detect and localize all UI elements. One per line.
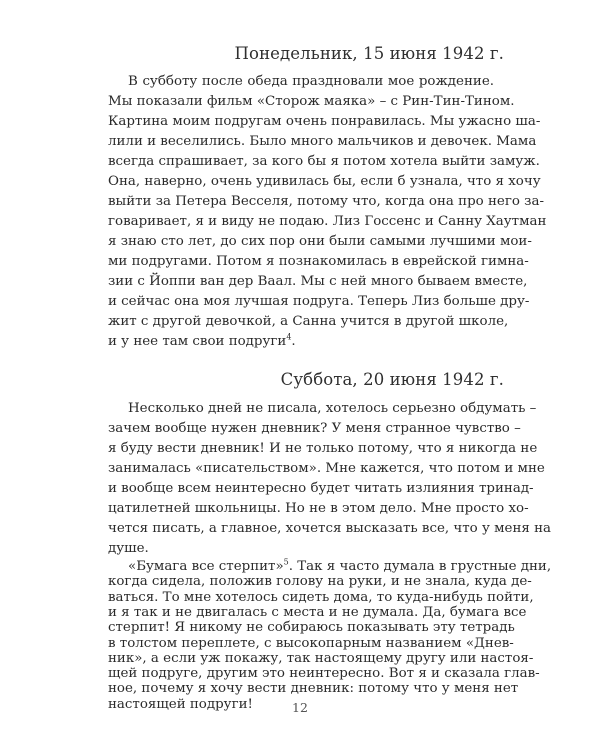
text-line: В субботу после обеда праздновали мое рождение. (128, 74, 494, 89)
text-line: я буду вести дневник! И не только потому, что я никогда не (108, 441, 538, 456)
text-line: чется писать, а главное, хочется высказать все, что у меня на (108, 521, 552, 536)
text-line: цатилетней школьницы. Но не в этом дело. Мне просто хо- (108, 501, 529, 516)
text-line: в толстом переплете, с высокопарным названием «Днев- (108, 635, 514, 651)
text-line: стерпит! Я никому не собираюсь показывать эту тетрадь (108, 620, 515, 636)
footnote-marker: 5 (283, 557, 289, 567)
text-line: и сейчас она моя лучшая подруга. Теперь Лиз больше дру- (108, 294, 530, 309)
text-line: я знаю сто лет, до сих пор они были самыми лучшими мои- (108, 234, 532, 249)
text-line: жит с другой девочкой, а Санна учится в другой школе, (108, 314, 509, 329)
period: . (291, 334, 296, 349)
text-line: лили и веселились. Было много мальчиков и девочек. Мама (108, 134, 537, 149)
sentence-rest: . Так я часто думала в грустные дни, (288, 559, 552, 574)
text-line: душе. (108, 541, 149, 556)
text-line: говаривает, я и виду не подаю. Лиз Госсенс и Санну Хаутман (108, 214, 547, 229)
quote-text: «Бумага все стерпит» (128, 559, 284, 574)
text-line: Несколько дней не писала, хотелось серьезно обдумать – (128, 401, 537, 416)
text-line: когда сидела, положив голову на руки, и не знала, куда де- (108, 574, 532, 590)
text-line: зии с Йоппи ван дер Ваал. Мы с ней много бываем вместе, (108, 274, 528, 289)
text-fragment: и у нее там свои подруги (108, 334, 287, 349)
text-line: ваться. То мне хотелось сидеть дома, то куда-нибудь пойти, (108, 589, 534, 605)
text-line-last (108, 332, 494, 352)
text-line: щей подруге, другим это неинтересно. Вот я и сказала глав- (108, 666, 540, 682)
text-line: и я так и не двигалась с места и не думала. Да, бумага все (108, 604, 527, 620)
page-number: 12 (292, 700, 308, 715)
text-line: настоящей подруги! (108, 696, 253, 712)
text-line: Картина моим подругам очень понравилась. Мы ужасно ша- (108, 114, 541, 129)
text-line: Она, наверно, очень удивилась бы, если б узнала, что я хочу (108, 174, 541, 189)
text-line: ное, почему я хочу вести дневник: потому что у меня нет (108, 681, 519, 697)
footnote-marker: 4 (286, 332, 292, 342)
entry-date-heading-1: Понедельник, 15 июня 1942 г. (234, 44, 504, 63)
text-line: ник», а если уж покажу, так настоящему другу или настоя- (108, 650, 534, 666)
text-line: зачем вообще нужен дневник? У меня странное чувство – (108, 421, 521, 436)
text-line: всегда спрашивает, за кого бы я потом хотела выйти замуж. (108, 154, 540, 169)
text-line: Мы показали фильм «Сторож маяка» – с Рин-Тин-Тином. (108, 94, 515, 109)
text-line: занималась «писательством». Мне кажется, что потом и мне (108, 461, 545, 476)
text-line: и вообще всем неинтересно будет читать излияния тринад- (108, 481, 534, 496)
text-line-first (128, 557, 552, 574)
entry-date-heading-2: Суббота, 20 июня 1942 г. (280, 370, 504, 389)
text-line: ми подругами. Потом я познакомилась в еврейской гимна- (108, 254, 529, 269)
text-line: выйти за Петера Весселя, потому что, когда она про него за- (108, 194, 544, 209)
text-fragment-quote (128, 559, 551, 574)
